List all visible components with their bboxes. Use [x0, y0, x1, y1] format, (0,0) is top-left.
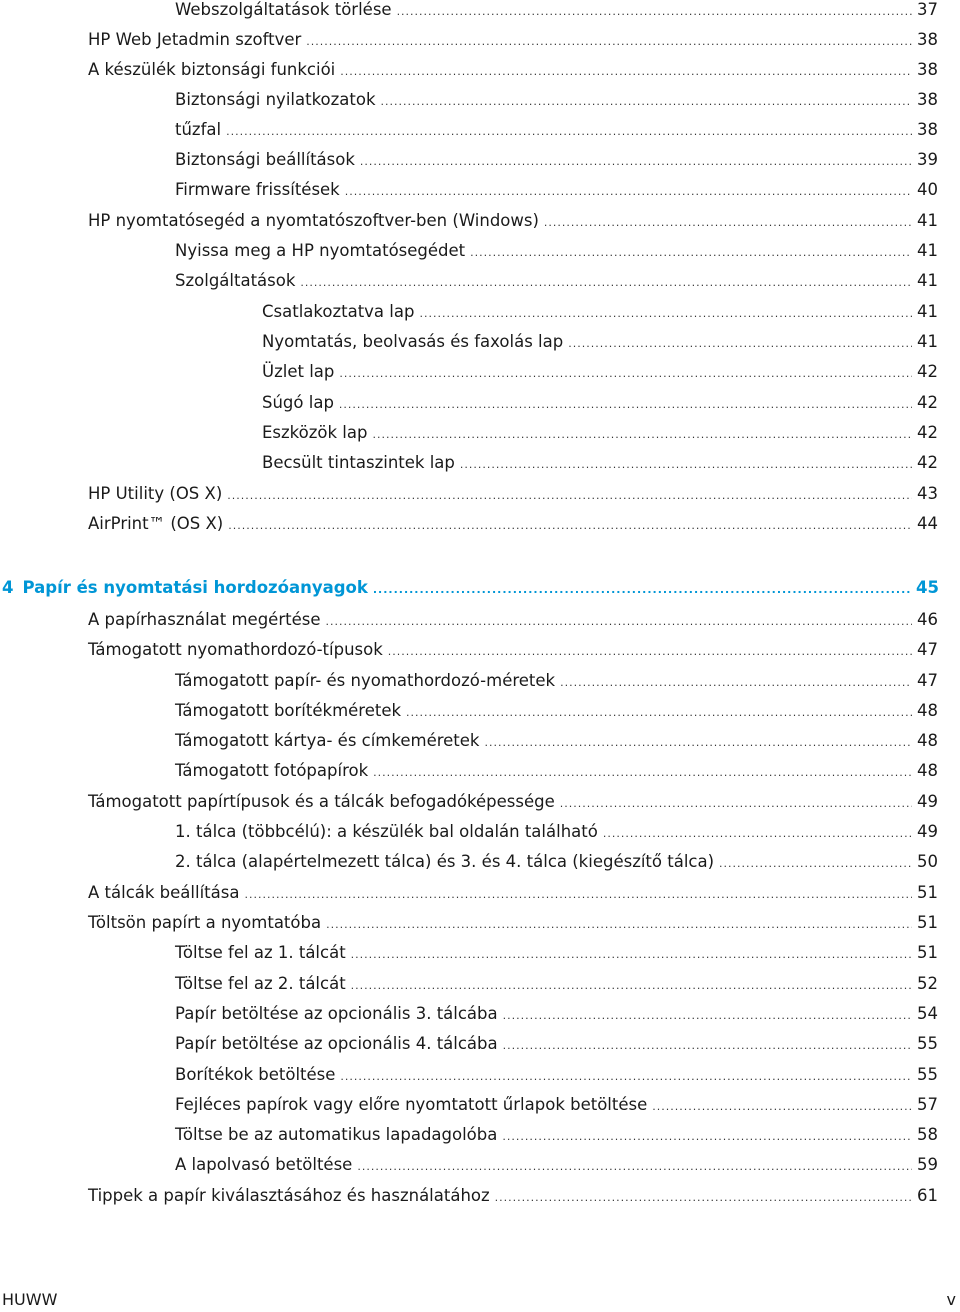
dot-leader: [397, 5, 912, 18]
toc-entry-title: [2, 578, 368, 597]
toc-entry[interactable]: [0, 761, 960, 785]
dot-leader: [326, 918, 912, 931]
toc-chapter-heading[interactable]: [0, 578, 960, 602]
dot-leader: [373, 766, 912, 779]
toc-page-number: 42: [917, 362, 938, 381]
toc-page-number: 42: [917, 393, 938, 412]
toc-entry[interactable]: [0, 1125, 960, 1149]
toc-entry-title: HP Utility (OS X): [88, 484, 223, 503]
toc-entry[interactable]: [0, 943, 960, 967]
dot-leader: [339, 398, 912, 411]
toc-entry[interactable]: [0, 150, 960, 174]
toc-entry[interactable]: [0, 393, 960, 417]
dot-leader: [373, 583, 912, 596]
chapter-number: 4: [2, 578, 14, 597]
dot-leader: [560, 797, 912, 810]
toc-page-number: 47: [917, 640, 938, 659]
toc-entry-title: Szolgáltatások: [175, 271, 296, 290]
dot-leader: [357, 1160, 912, 1173]
toc-entry-title: Támogatott borítékméretek: [175, 701, 402, 720]
page-footer: [0, 1290, 960, 1312]
toc-entry[interactable]: [0, 792, 960, 816]
toc-entry[interactable]: [0, 423, 960, 447]
toc-page-number: 38: [917, 60, 938, 79]
dot-leader: [495, 1191, 912, 1204]
dot-leader: [372, 428, 912, 441]
toc-entry-title: Eszközök lap: [262, 423, 368, 442]
toc-page-number: 41: [917, 271, 938, 290]
dot-leader: [544, 216, 912, 229]
toc-entry-title: Biztonsági beállítások: [175, 150, 355, 169]
toc-page-number: 49: [917, 822, 938, 841]
dot-leader: [460, 458, 912, 471]
toc-entry[interactable]: [0, 610, 960, 634]
toc-page-number: 39: [917, 150, 938, 169]
toc-entry[interactable]: [0, 241, 960, 265]
dot-leader: [306, 35, 912, 48]
toc-entry[interactable]: [0, 453, 960, 477]
dot-leader: [300, 276, 912, 289]
dot-leader: [719, 857, 912, 870]
dot-leader: [652, 1100, 912, 1113]
toc-page-number: 41: [917, 332, 938, 351]
toc-entry[interactable]: [0, 974, 960, 998]
toc-entry-title: 2. tálca (alapértelmezett tálca) és 3. és 4. tálca (kiegészítő tálca): [175, 852, 715, 871]
toc-page-number: 41: [917, 302, 938, 321]
toc-entry-title: Támogatott kártya- és címkeméretek: [175, 731, 480, 750]
dot-leader: [226, 125, 912, 138]
toc-entry[interactable]: [0, 120, 960, 144]
toc-entry[interactable]: [0, 822, 960, 846]
dot-leader: [419, 307, 912, 320]
toc-entry[interactable]: [0, 701, 960, 725]
toc-entry-title: Tippek a papír kiválasztásához és használatához: [88, 1186, 490, 1205]
toc-entry-title: 1. tálca (többcélú): a készülék bal oldalán található: [175, 822, 598, 841]
toc-entry-title: Borítékok betöltése: [175, 1065, 336, 1084]
toc-page-number: 51: [917, 883, 938, 902]
dot-leader: [603, 827, 912, 840]
toc-entry-title: A tálcák beállítása: [88, 883, 240, 902]
toc-page-number: 59: [917, 1155, 938, 1174]
toc-entry[interactable]: [0, 302, 960, 326]
dot-leader: [244, 888, 912, 901]
dot-leader: [351, 979, 912, 992]
toc-entry[interactable]: [0, 30, 960, 54]
chapter-title: Papír és nyomtatási hordozóanyagok: [22, 578, 368, 597]
toc-page-number: 48: [917, 731, 938, 750]
toc-page-number: 51: [917, 943, 938, 962]
toc-entry[interactable]: [0, 180, 960, 204]
toc-entry[interactable]: [0, 90, 960, 114]
toc-entry-title: Üzlet lap: [262, 362, 335, 381]
toc-page-number: 38: [917, 30, 938, 49]
dot-leader: [381, 95, 912, 108]
toc-page-number: 51: [917, 913, 938, 932]
toc-page-number: 55: [917, 1065, 938, 1084]
dot-leader: [470, 246, 912, 259]
toc-page-number: 38: [917, 120, 938, 139]
toc-page-number: 48: [917, 701, 938, 720]
toc-entry[interactable]: [0, 1034, 960, 1058]
toc-entry-title: Töltse fel az 2. tálcát: [175, 974, 346, 993]
toc-entry[interactable]: [0, 211, 960, 235]
toc-page-number: 46: [917, 610, 938, 629]
dot-leader: [339, 367, 912, 380]
toc-entry-title: Papír betöltése az opcionális 4. tálcába: [175, 1034, 498, 1053]
dot-leader: [360, 155, 912, 168]
toc-entry-title: Firmware frissítések: [175, 180, 340, 199]
toc-page-number: 52: [917, 974, 938, 993]
toc-entry[interactable]: [0, 671, 960, 695]
toc-entry-title: Webszolgáltatások törlése: [175, 0, 392, 19]
toc-entry[interactable]: [0, 1065, 960, 1089]
toc-page-number: 61: [917, 1186, 938, 1205]
toc-entry[interactable]: [0, 271, 960, 295]
dot-leader: [388, 645, 912, 658]
toc-entry[interactable]: [0, 332, 960, 356]
dot-leader: [228, 519, 912, 532]
toc-entry-title: Töltsön papírt a nyomtatóba: [88, 913, 322, 932]
toc-entry-title: Becsült tintaszintek lap: [262, 453, 455, 472]
toc-entry-title: Támogatott papírtípusok és a tálcák befogadóképessége: [88, 792, 555, 811]
dot-leader: [502, 1130, 912, 1143]
toc-entry[interactable]: [0, 0, 960, 24]
toc-entry-title: HP Web Jetadmin szoftver: [88, 30, 302, 49]
dot-leader: [351, 948, 912, 961]
toc-entry-title: Papír betöltése az opcionális 3. tálcába: [175, 1004, 498, 1023]
toc-entry-title: HP nyomtatósegéd a nyomtatószoftver-ben (Windows): [88, 211, 539, 230]
toc-entry-title: Töltse fel az 1. tálcát: [175, 943, 346, 962]
toc-entry-title: Támogatott fotópapírok: [175, 761, 369, 780]
toc-entry-title: Csatlakoztatva lap: [262, 302, 415, 321]
toc-page-number: 44: [917, 514, 938, 533]
toc-entry-title: Fejléces papírok vagy előre nyomtatott űrlapok betöltése: [175, 1095, 648, 1114]
dot-leader: [345, 185, 912, 198]
toc-entry[interactable]: [0, 1004, 960, 1028]
toc-entry-title: Nyomtatás, beolvasás és faxolás lap: [262, 332, 564, 351]
toc-entry[interactable]: [0, 913, 960, 937]
toc-entry-title: Támogatott papír- és nyomathordozó-méretek: [175, 671, 556, 690]
dot-leader: [560, 676, 912, 689]
toc-entry-title: AirPrint™ (OS X): [88, 514, 224, 533]
toc-entry[interactable]: [0, 484, 960, 508]
toc-entry-title: Súgó lap: [262, 393, 334, 412]
toc-entry-title: Nyissa meg a HP nyomtatósegédet: [175, 241, 466, 260]
toc-entry[interactable]: [0, 60, 960, 84]
toc-page-number: 42: [917, 453, 938, 472]
dot-leader: [325, 615, 912, 628]
toc-page-number: 54: [917, 1004, 938, 1023]
toc-page-number: 48: [917, 761, 938, 780]
toc-page-number: 41: [917, 211, 938, 230]
toc-page-number: 49: [917, 792, 938, 811]
footer-page-number: v: [946, 1290, 956, 1309]
toc-entry-title: Támogatott nyomathordozó-típusok: [88, 640, 383, 659]
toc-page-number: 38: [917, 90, 938, 109]
toc-entry-title: tűzfal: [175, 120, 222, 139]
toc-entry[interactable]: [0, 883, 960, 907]
toc-entry[interactable]: [0, 731, 960, 755]
toc-page-number: 45: [916, 578, 939, 597]
dot-leader: [568, 337, 912, 350]
toc-entry-title: A készülék biztonsági funkciói: [88, 60, 336, 79]
toc-page-number: 43: [917, 484, 938, 503]
toc-page-number: 47: [917, 671, 938, 690]
dot-leader: [227, 489, 912, 502]
toc-page-number: 40: [917, 180, 938, 199]
dot-leader: [503, 1009, 912, 1022]
toc-entry-title: Biztonsági nyilatkozatok: [175, 90, 376, 109]
toc-entry[interactable]: [0, 1186, 960, 1210]
dot-leader: [340, 65, 912, 78]
toc-page-number: 58: [917, 1125, 938, 1144]
toc-entry-title: A lapolvasó betöltése: [175, 1155, 353, 1174]
toc-entry-title: A papírhasználat megértése: [88, 610, 321, 629]
dot-leader: [484, 736, 912, 749]
toc-page-number: 50: [917, 852, 938, 871]
toc-page-number: 42: [917, 423, 938, 442]
toc-entry[interactable]: [0, 852, 960, 876]
dot-leader: [340, 1070, 912, 1083]
toc-entry[interactable]: [0, 362, 960, 386]
footer-locale-code: HUWW: [2, 1290, 58, 1309]
toc-page-number: 37: [917, 0, 938, 19]
toc-page-number: 55: [917, 1034, 938, 1053]
toc-entry[interactable]: [0, 1155, 960, 1179]
dot-leader: [406, 706, 912, 719]
toc-entry-title: Töltse be az automatikus lapadagolóba: [175, 1125, 498, 1144]
toc-entry[interactable]: [0, 514, 960, 538]
toc-entry[interactable]: [0, 1095, 960, 1119]
toc-page-number: 57: [917, 1095, 938, 1114]
toc-page-number: 41: [917, 241, 938, 260]
dot-leader: [503, 1039, 912, 1052]
toc-entry[interactable]: [0, 640, 960, 664]
